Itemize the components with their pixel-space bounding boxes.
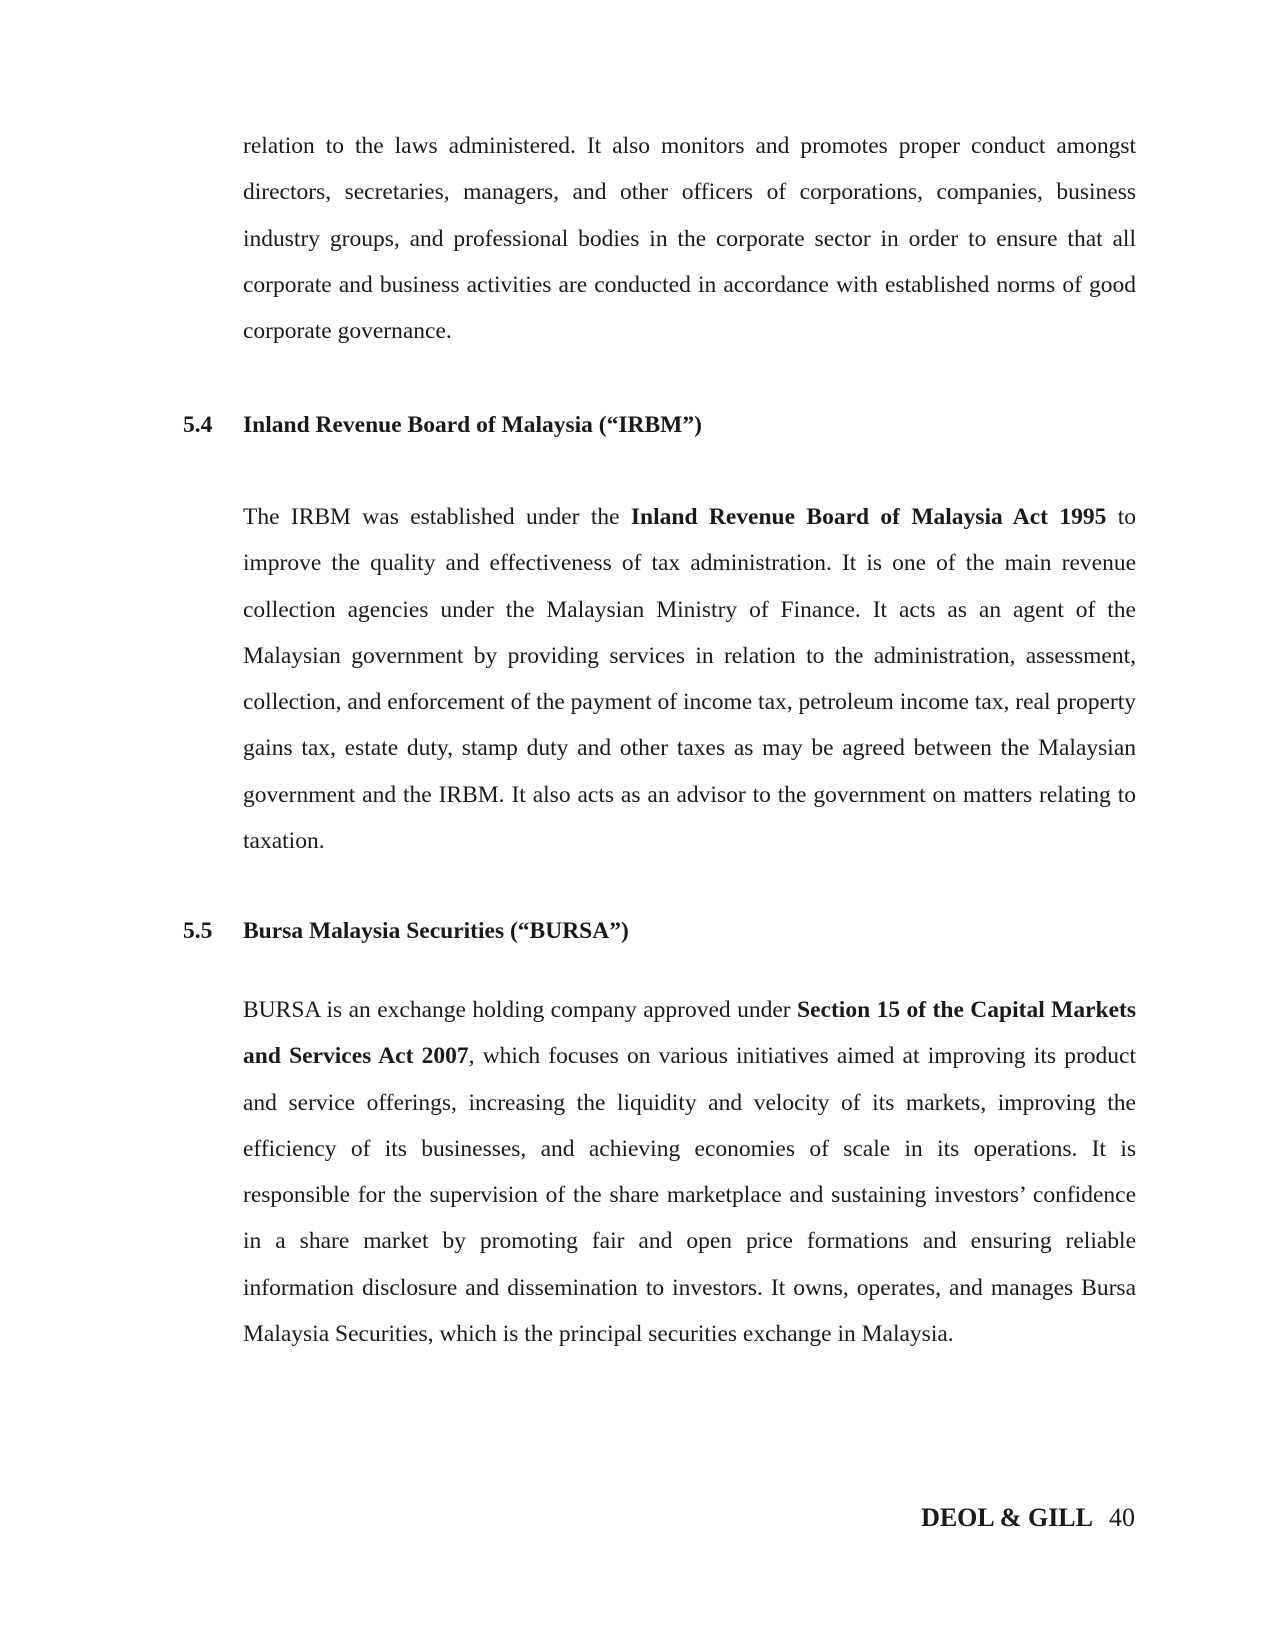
section-title: Inland Revenue Board of Malaysia (“IRBM”): [243, 412, 702, 438]
paragraph-body: , which focuses on various initiatives aimed at improving its product and service offerings, increasing the liquidity and velocity of its markets, improving the efficiency of its businesses, and achieving economies of scale in its operations. It is responsible for the supervision of the share marketplace and sustaining investors’ confidence in a share market by promoting fair and open price formations and ensuring reliable information disclosure and dissemination to investors. It owns, operates, and manages Bursa Malaysia Securities, which is the principal securities exchange in Malaysia.: [243, 1043, 1136, 1348]
section-title: Bursa Malaysia Securities (“BURSA”): [243, 918, 629, 944]
paragraph-body: to improve the quality and effectiveness of tax administration. It is one of the main revenue collection agencies under the Malaysian Ministry of Finance. It acts as an agent of the Malaysian government by providing services in relation to the administration, assessment, collection, and enforcement of the payment of income tax, petroleum income tax, real property gains tax, estate duty, stamp duty and other taxes as may be agreed between the Malaysian government and the IRBM. It also acts as an advisor to the government on matters relating to taxation.: [243, 504, 1137, 855]
section-heading-5-4: [183, 410, 702, 440]
paragraph-irbm: [243, 494, 1136, 864]
paragraph-corporate-governance: [243, 123, 1136, 354]
paragraph-intro: BURSA is an exchange holding company approved under: [243, 997, 798, 1023]
paragraph-bursa: [243, 987, 1136, 1357]
act-reference: Section 15 of the Capital Markets and Services Act 2007: [243, 997, 1137, 1070]
paragraph-text: relation to the laws administered. It also monitors and promotes proper conduct amongst directors, secretaries, managers, and other officers of corporations, companies, business industry groups, and professional bodies in the corporate sector in order to ensure that all corporate and business activities are conducted in accordance with established norms of good corporate governance.: [243, 133, 1136, 345]
page-footer: [921, 1502, 1135, 1534]
paragraph-intro: The IRBM was established under the: [243, 504, 631, 530]
footer-brand: DEOL & GILL: [921, 1503, 1093, 1532]
section-number: 5.5: [183, 918, 213, 944]
page-number: 40: [1109, 1503, 1135, 1532]
section-heading-5-5: [183, 916, 629, 946]
act-reference: Inland Revenue Board of Malaysia Act 1995: [630, 504, 1107, 530]
section-number: 5.4: [183, 412, 213, 438]
